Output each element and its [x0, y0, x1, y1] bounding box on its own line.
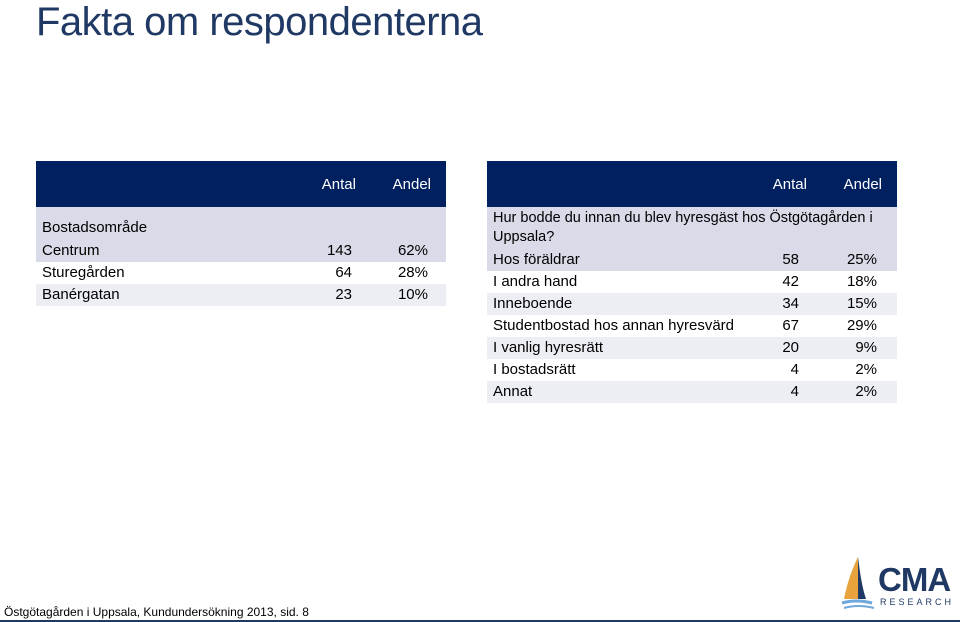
row-label: Banérgatan	[42, 286, 120, 303]
row-andel: 25%	[846, 251, 877, 268]
group-header	[36, 207, 446, 240]
page-title: Fakta om respondenterna	[36, 0, 483, 44]
question-text: Hur bodde du innan du blev hyresgäst hos Östgötagården i Uppsala?	[487, 207, 897, 249]
table-row	[487, 359, 897, 381]
row-label: I bostadsrätt	[493, 361, 576, 378]
row-antal: 20	[782, 339, 799, 356]
column-header-antal: Antal	[772, 176, 807, 193]
column-header-antal: Antal	[321, 176, 356, 193]
column-header-andel: Andel	[392, 176, 431, 193]
row-antal: 42	[782, 273, 799, 290]
row-andel: 2%	[855, 383, 877, 400]
table-row	[487, 271, 897, 293]
row-antal: 4	[790, 361, 799, 378]
table-row	[36, 262, 446, 284]
row-label: Inneboende	[493, 295, 573, 312]
footer-text: Östgötagården i Uppsala, Kundundersökning 2013, sid. 8	[4, 605, 309, 619]
row-label: Annat	[493, 383, 533, 400]
row-label: I andra hand	[493, 273, 578, 290]
row-label: Studentbostad hos annan hyresvärd	[493, 317, 735, 334]
row-andel: 18%	[846, 273, 877, 290]
row-antal: 67	[782, 317, 799, 334]
row-andel: 28%	[397, 264, 428, 281]
row-andel: 10%	[397, 286, 428, 303]
row-andel: 29%	[846, 317, 877, 334]
column-header-andel: Andel	[843, 176, 882, 193]
bostadsomrade-table	[36, 161, 446, 306]
row-antal: 58	[782, 251, 799, 268]
table-row	[36, 240, 446, 262]
table-row	[487, 337, 897, 359]
row-antal: 4	[790, 383, 799, 400]
row-antal: 23	[335, 286, 352, 303]
sail-icon	[836, 555, 880, 611]
row-label: Sturegården	[42, 264, 125, 281]
row-andel: 15%	[846, 295, 877, 312]
logo-text: CMA	[878, 561, 951, 598]
table-header	[487, 161, 897, 207]
table-row	[487, 315, 897, 337]
row-label: I vanlig hyresrätt	[493, 339, 604, 356]
table-row	[487, 381, 897, 403]
table-row	[487, 293, 897, 315]
group-label: Bostadsområde	[42, 219, 148, 236]
table-header	[36, 161, 446, 207]
row-antal: 64	[335, 264, 352, 281]
table-row	[487, 249, 897, 271]
row-andel: 2%	[855, 361, 877, 378]
logo-subtext: RESEARCH	[880, 597, 955, 607]
row-label: Centrum	[42, 242, 100, 259]
row-label: Hos föräldrar	[493, 251, 580, 268]
row-andel: 9%	[855, 339, 877, 356]
row-antal: 34	[782, 295, 799, 312]
boende-table	[487, 161, 897, 403]
row-andel: 62%	[397, 242, 428, 259]
table-row	[36, 284, 446, 306]
row-antal: 143	[326, 242, 352, 259]
cma-research-logo	[836, 555, 960, 611]
